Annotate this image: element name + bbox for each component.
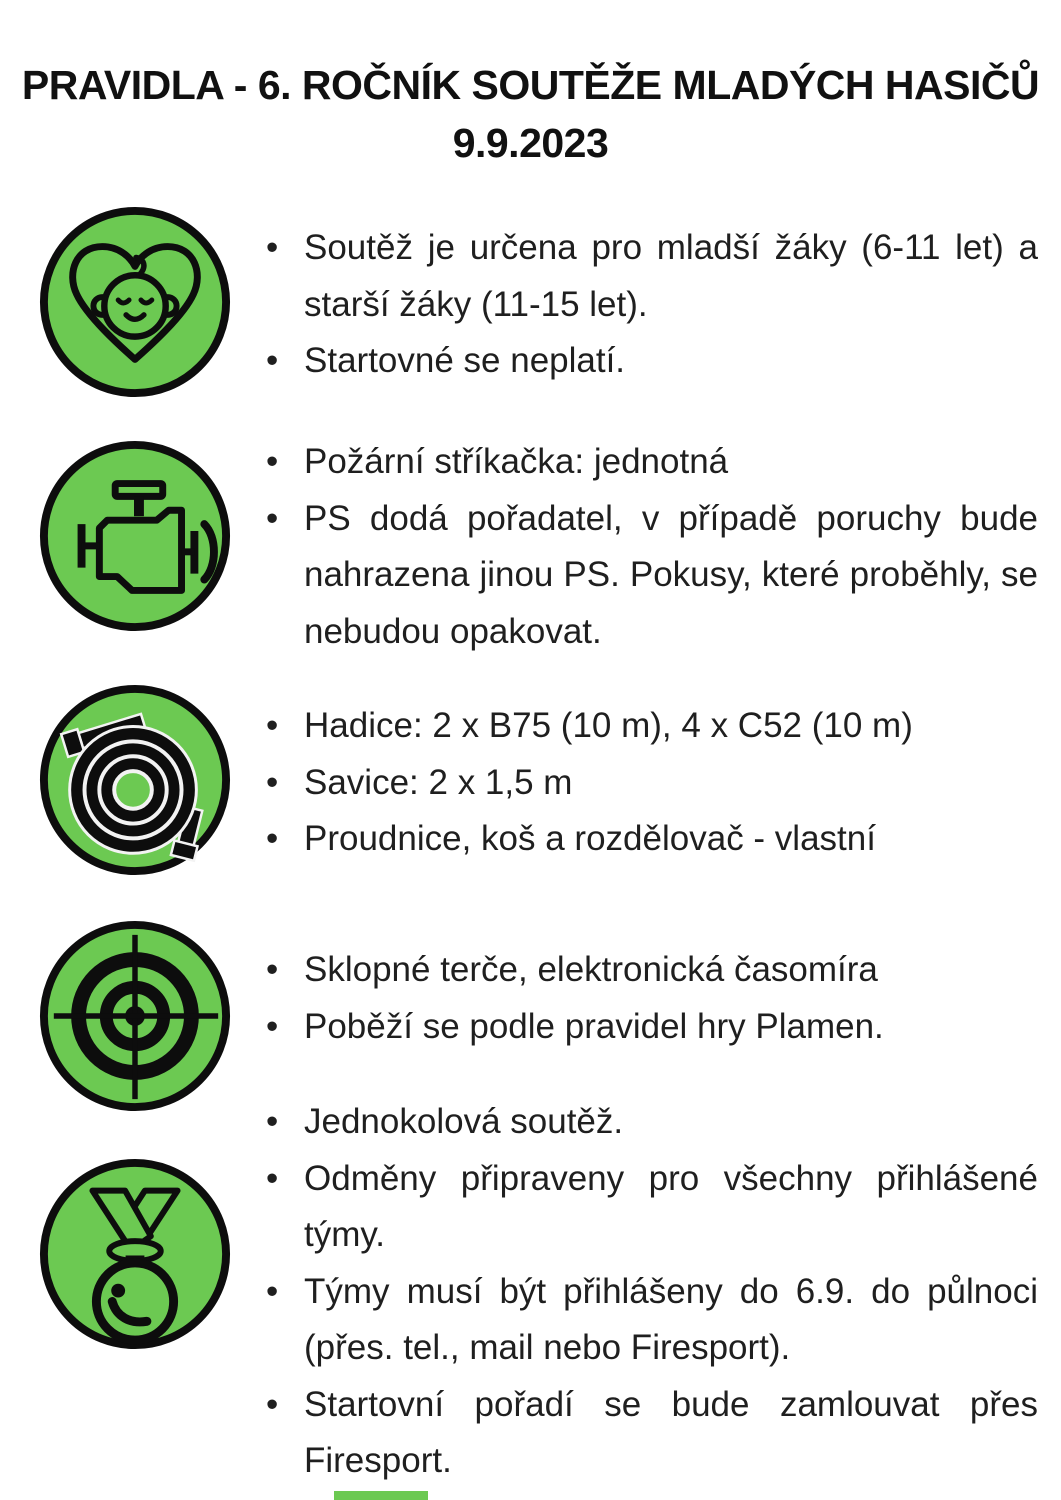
section-pump <box>262 434 1038 660</box>
bullet-list <box>262 1094 1038 1490</box>
list-item: • Soutěž je určena pro mladší žáky (6-11 let) a starší žáky (11-15 let). <box>304 220 1038 333</box>
list-item: • Sklopné terče, elektronická časomíra <box>304 942 1038 999</box>
engine-icon <box>36 437 234 635</box>
bullet-list <box>262 698 1038 868</box>
list-item: • Jednokolová soutěž. <box>304 1094 1038 1151</box>
target-icon <box>36 917 234 1115</box>
list-item: • Startovné se neplatí. <box>304 333 1038 390</box>
bullet-list <box>262 434 1038 660</box>
bullet-list <box>262 942 1038 1055</box>
page-title <box>0 56 1061 172</box>
section-participants <box>262 220 1038 390</box>
list-item: • Savice: 2 x 1,5 m <box>304 755 1038 812</box>
baby-heart-icon <box>36 203 234 401</box>
bottom-green-strip <box>334 1491 428 1500</box>
list-item: • Požární stříkačka: jednotná <box>304 434 1038 491</box>
list-item: • Poběží se podle pravidel hry Plamen. <box>304 999 1038 1056</box>
page-title-line1: PRAVIDLA - 6. ROČNÍK SOUTĚŽE MLADÝCH HASIČŮ <box>21 62 1040 108</box>
medal-icon <box>36 1155 234 1353</box>
list-item: • PS dodá pořadatel, v případě poruchy bude nahrazena jinou PS. Pokusy, které proběhly, se nebudou opakovat. <box>304 491 1038 661</box>
list-item: • Proudnice, koš a rozdělovač - vlastní <box>304 811 1038 868</box>
list-item: • Hadice: 2 x B75 (10 m), 4 x C52 (10 m) <box>304 698 1038 755</box>
section-targets <box>262 942 1038 1055</box>
section-equipment <box>262 698 1038 868</box>
list-item: • Odměny připraveny pro všechny přihlášené týmy. <box>304 1151 1038 1264</box>
bullet-list <box>262 220 1038 390</box>
list-item: • Startovní pořadí se bude zamlouvat přes Firesport. <box>304 1377 1038 1490</box>
list-item: • Týmy musí být přihlášeny do 6.9. do půlnoci (přes. tel., mail nebo Firesport). <box>304 1264 1038 1377</box>
page-title-date: 9.9.2023 <box>452 120 609 166</box>
fire-hose-coil-icon <box>36 681 234 879</box>
section-registration <box>262 1094 1038 1490</box>
